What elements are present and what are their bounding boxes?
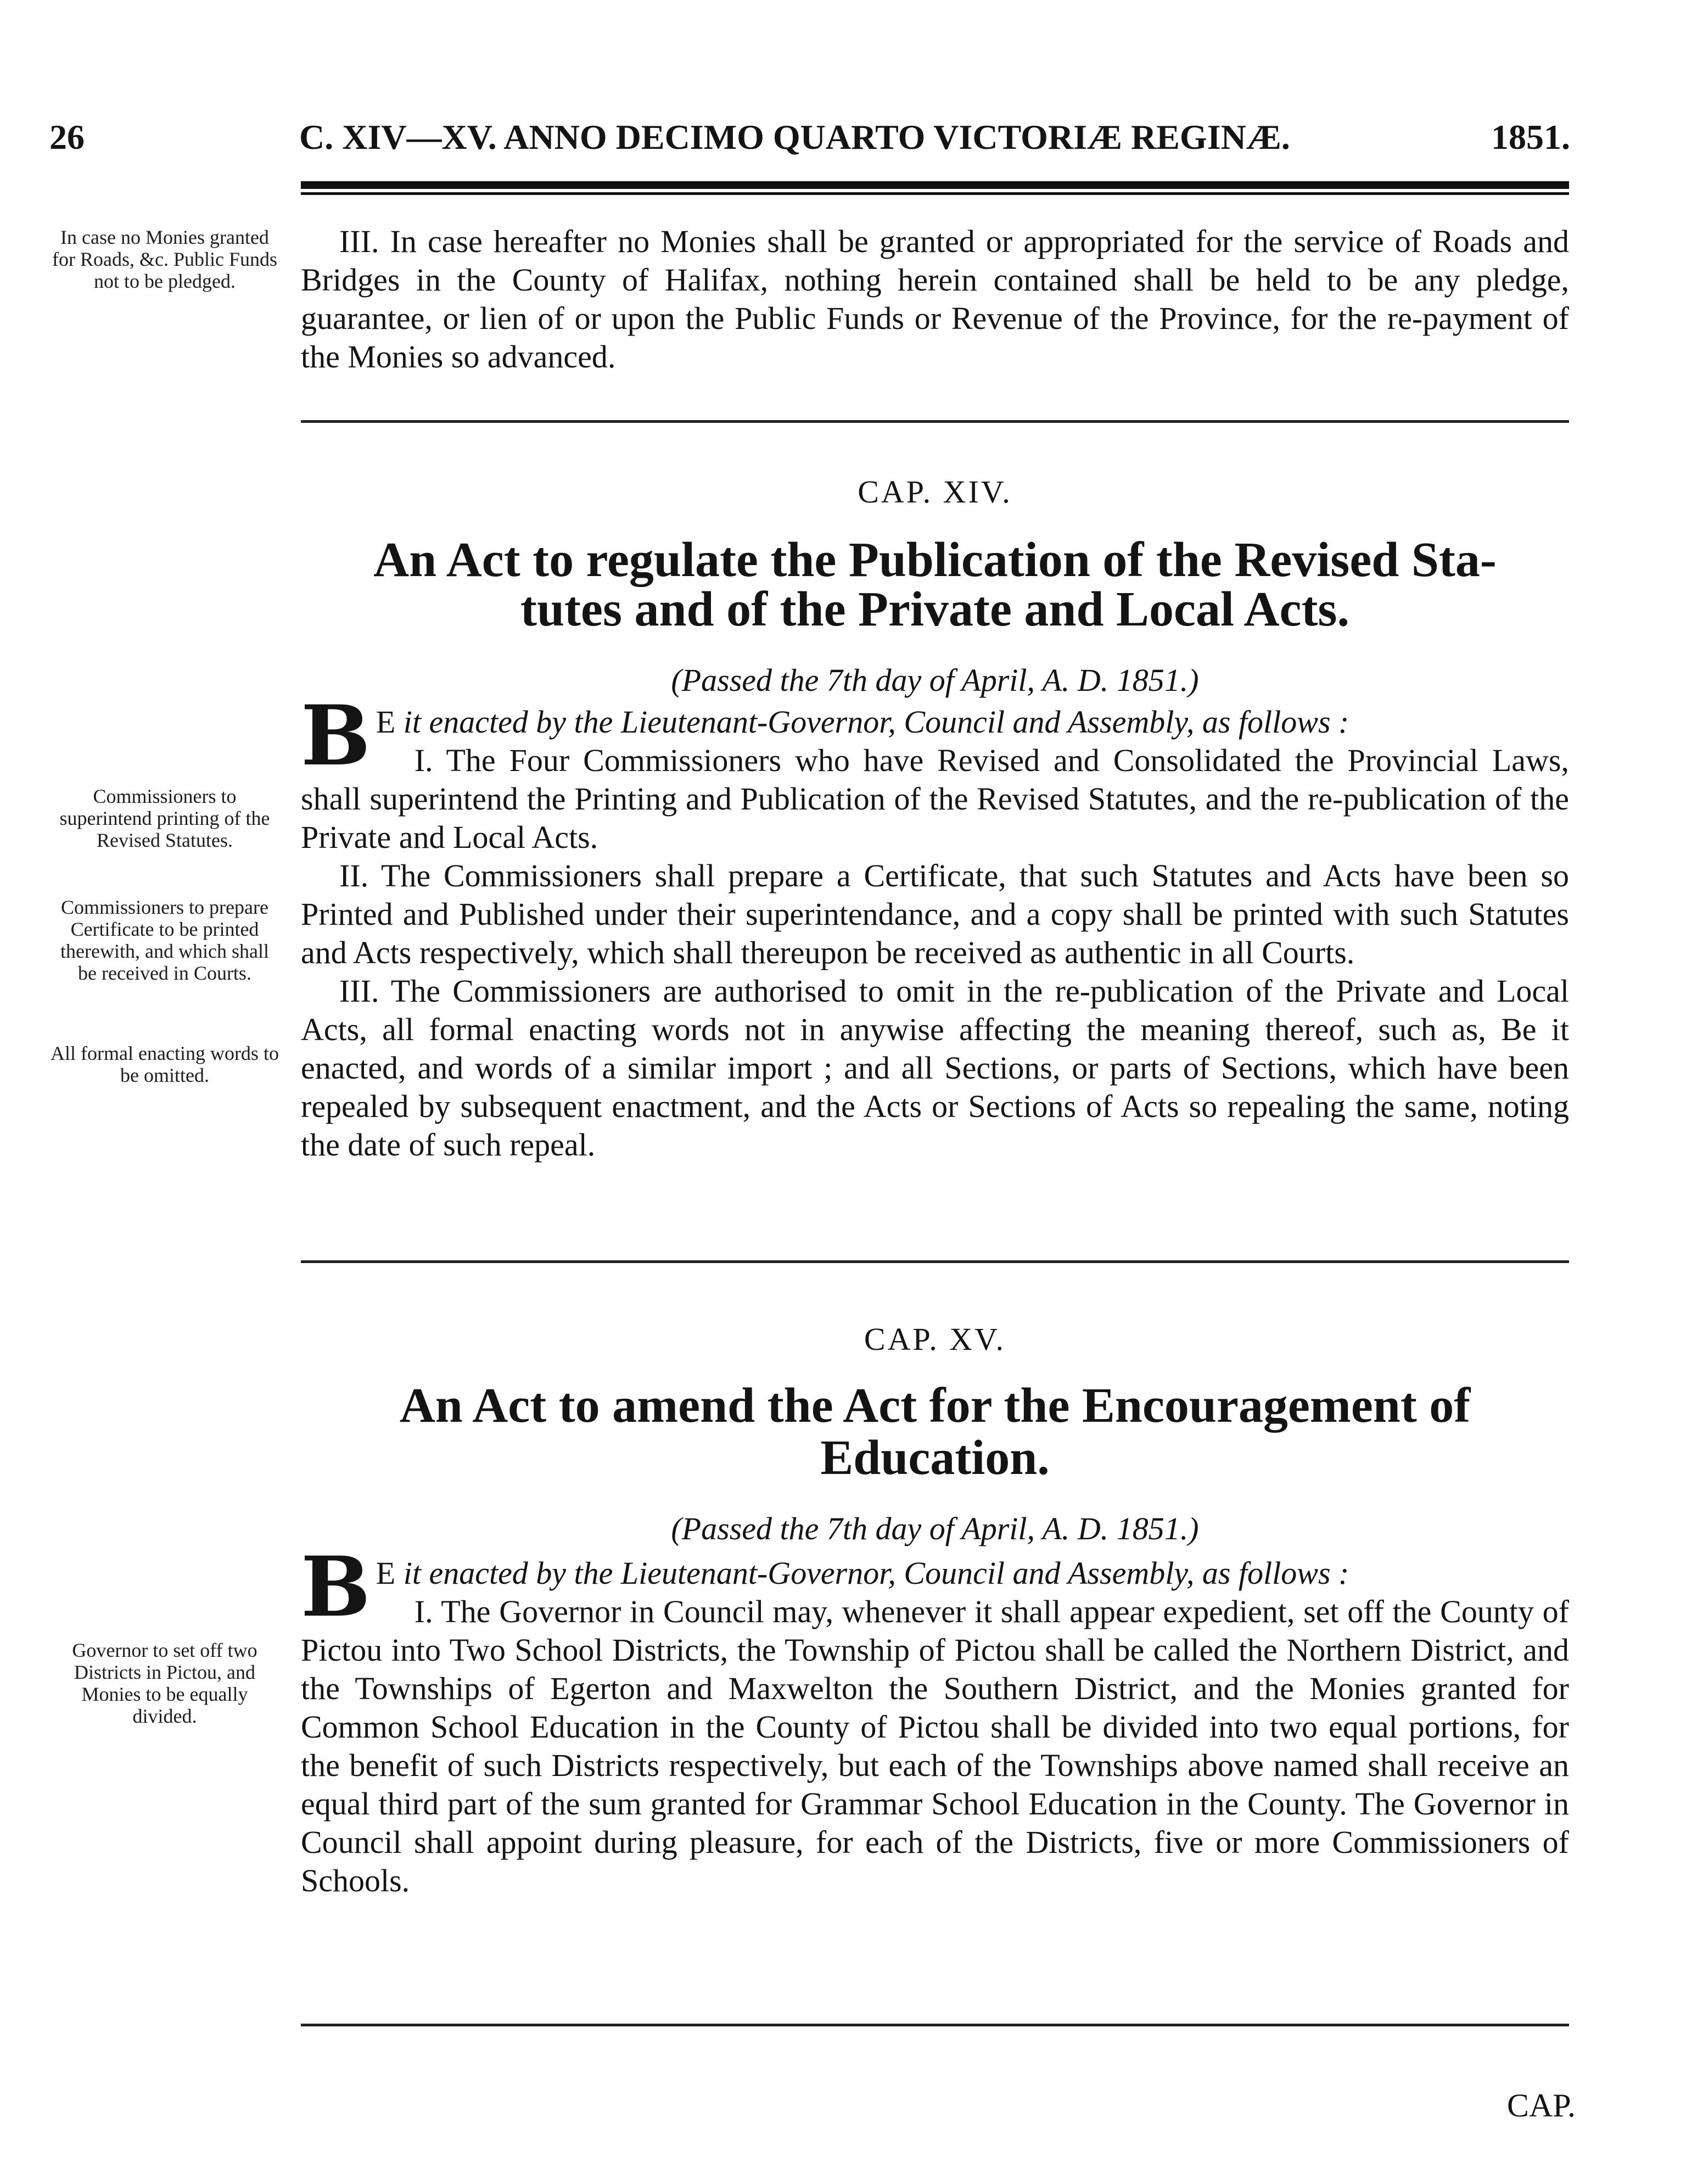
margin-note-certificate: Commissioners to prepare Certificate to be printed therewith, and which shall be received in Courts. <box>60 896 269 984</box>
cap-xiv-section-1: I. The Four Commissioners who have Revised and Consolidated the Provincial Laws, shall superintend the Printing and Publication of the Revised Statutes, and the re-publication of the Private and Local Acts. <box>301 742 1569 855</box>
header-rule-thick <box>301 181 1569 189</box>
margin-note-superintend: Commissioners to superintend printing of the Revised Statutes. <box>59 785 270 851</box>
margin-note-public-funds: In case no Monies granted for Roads, &c. Public Funds not to be pledged. <box>52 226 277 292</box>
cap-xv-label: CAP. XV. <box>864 1321 1006 1357</box>
enacting-e: E <box>376 1555 396 1591</box>
cap-xv-section-1: I. The Governor in Council may, whenever it shall appear expedient, set off the County of Pictou into Two School Districts, the Township of Pictou shall be called the Northern District, and the Townships of Egerton and Maxwelton the Southern District, and the Monies granted for Common School Education in the County of Pictou shall be divided into two equal portions, for the benefit of such Districts respectively, but each of the Townships above named shall receive an equal third part of the sum granted for Grammar School Education in the County. The Governor in Council shall appoint during pleasure, for each of the Districts, five or more Commissioners of Schools. <box>301 1594 1569 1898</box>
cap-xiv-enacting-clause <box>301 688 1569 784</box>
cap-xiv-section-2: II. The Commissioners shall prepare a Certificate, that such Statutes and Acts have been so Printed and Published under their superintendance, and a copy shall be printed with such Statutes and Acts respectively, which shall thereupon be received as authentic in all Courts. <box>301 858 1569 970</box>
enacting-e: E <box>376 704 396 740</box>
cap-xiv-label: CAP. XIV. <box>858 474 1012 510</box>
header-year: 1851. <box>1491 118 1570 157</box>
section-divider <box>301 2024 1569 2026</box>
page-number: 26 <box>49 118 85 157</box>
catchword: CAP. <box>1506 2087 1576 2124</box>
cap-xiv-title-line1: An Act to regulate the Publication of the Revised Sta- <box>373 533 1497 587</box>
cap-xv-body <box>301 1539 1569 1900</box>
section-divider <box>301 1260 1569 1263</box>
section-iii-text <box>301 222 1569 376</box>
cap-xiv-title-line2: tutes and of the Private and Local Acts. <box>520 582 1349 636</box>
cap-xiv-section-3: III. The Commissioners are authorised to omit in the re-publication of the Private and Local Acts, all formal enacting words not in anywise affecting the meaning thereof, such as, Be it enacted, and words of a similar import ; and all Sections, or parts of Sections, which have been repealed by subsequent enactment, and the Acts or Sections of Acts so repealing the same, noting the date of such repeal. <box>301 973 1569 1163</box>
cap-xiv-body <box>301 688 1569 1164</box>
section-divider <box>301 420 1569 423</box>
cap-xv-title-line2: Education. <box>820 1431 1050 1485</box>
cap-xv-passed-date: (Passed the 7th day of April, A. D. 1851.) <box>671 1511 1199 1546</box>
section-paragraph: III. In case hereafter no Monies shall be granted or appropriated for the service of Roads and Bridges in the County of Halifax, nothing herein contained shall be held to be any pledge, guarantee, or lien of or upon the Public Funds or Revenue of the Province, for the re-payment of the Monies so advanced. <box>301 224 1569 375</box>
enacting-text: it enacted by the Lieutenant-Governor, Council and Assembly, as follows : <box>403 1555 1349 1591</box>
margin-note-enacting-words: All formal enacting words to be omitted. <box>51 1042 279 1086</box>
cap-xiv-passed-date: (Passed the 7th day of April, A. D. 1851.) <box>671 662 1199 698</box>
drop-cap: B <box>301 688 371 784</box>
header-rule-thin <box>301 192 1569 195</box>
cap-xv-enacting-clause <box>301 1539 1569 1635</box>
drop-cap: B <box>301 1539 371 1635</box>
running-title: C. XIV—XV. ANNO DECIMO QUARTO VICTORIÆ REGINÆ. <box>299 118 1290 157</box>
enacting-text: it enacted by the Lieutenant-Governor, Council and Assembly, as follows : <box>403 704 1349 740</box>
cap-xv-title-line1: An Act to amend the Act for the Encouragement of <box>399 1378 1471 1433</box>
margin-note-pictou-districts: Governor to set off two Districts in Pictou, and Monies to be equally divided. <box>72 1639 257 1727</box>
